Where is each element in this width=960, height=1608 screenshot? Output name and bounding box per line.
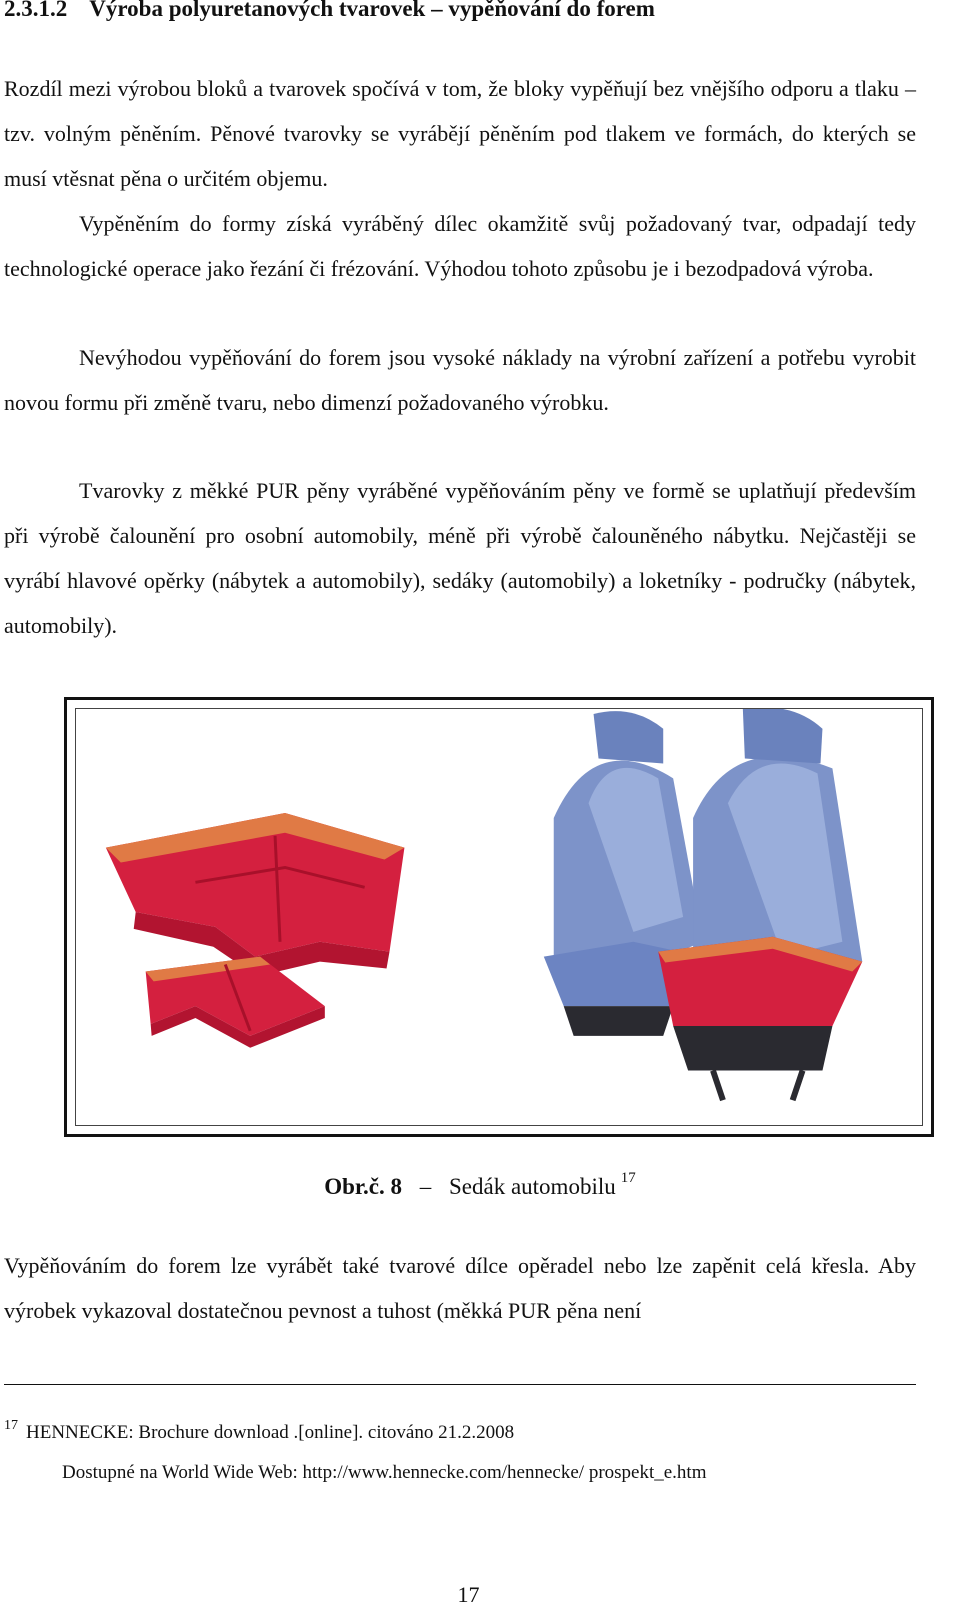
footnote-ref: 17 xyxy=(4,1418,18,1433)
figure-image xyxy=(75,708,923,1126)
paragraph-5: Vypěňováním do forem lze vyrábět také tvarové dílce opěradel nebo lze zapěnit celá křesla. Aby výrobek vykazoval dostatečnou pevnost a tuhost (měkká PUR pěna není xyxy=(4,1253,916,1323)
section-title: Výroba polyuretanových tvarovek – vypěňování do forem xyxy=(89,0,655,21)
foam-cushion-top xyxy=(106,813,405,976)
car-seat-illustration xyxy=(76,709,922,1125)
footnote-line-1 xyxy=(4,1418,514,1444)
section-heading xyxy=(4,0,655,22)
caption-dash: – xyxy=(419,1174,432,1199)
footnote-text-1: HENNECKE: Brochure download .[online]. citováno 21.2.2008 xyxy=(26,1422,515,1443)
section-number: 2.3.1.2 xyxy=(4,0,68,21)
footnote-line-2[interactable]: Dostupné na World Wide Web: http://www.hennecke.com/hennecke/ prospekt_e.htm xyxy=(62,1462,707,1483)
footnote-divider xyxy=(4,1384,916,1385)
figure-caption xyxy=(0,1170,960,1200)
caption-label: Obr.č. 8 xyxy=(324,1174,402,1199)
paragraph-1: Rozdíl mezi výrobou bloků a tvarovek spočívá v tom, že bloky vypěňují bez vnějšího odporu a tlaku – tzv. volným pěněním. Pěnové tvarovky se vyrábějí pěněním pod tlakem ve formách, do kterých se musí vtěsnat pěna o určitém objemu. xyxy=(4,76,916,191)
foam-cushion-bottom xyxy=(146,957,325,1048)
caption-footnote-ref[interactable]: 17 xyxy=(620,1170,636,1186)
figure-frame xyxy=(64,697,934,1137)
paragraph-3: Nevýhodou vypěňování do forem jsou vysoké náklady na výrobní zařízení a potřebu vyrobit novou formu při změně tvaru, nebo dimenzí požadovaného výrobku. xyxy=(4,345,916,415)
paragraph-4: Tvarovky z měkké PUR pěny vyráběné vypěňováním pěny ve formě se uplatňují především při výrobě čalounění pro osobní automobily, méně při výrobě čalouněného nábytku. Nejčastěji se vyrábí hlavové opěrky (nábytek a automobily), sedáky (automobily) a loketníky - područky (nábytek, automobily). xyxy=(4,478,916,638)
caption-text: Sedák automobilu xyxy=(449,1174,616,1199)
paragraph-2: Vypěněním do formy získá vyráběný dílec okamžitě svůj požadovaný tvar, odpadají tedy technologické operace jako řezání či frézování. Výhodou tohoto způsobu je i bezodpadová výroba. xyxy=(4,211,916,281)
page-number: 17 xyxy=(457,1582,480,1607)
